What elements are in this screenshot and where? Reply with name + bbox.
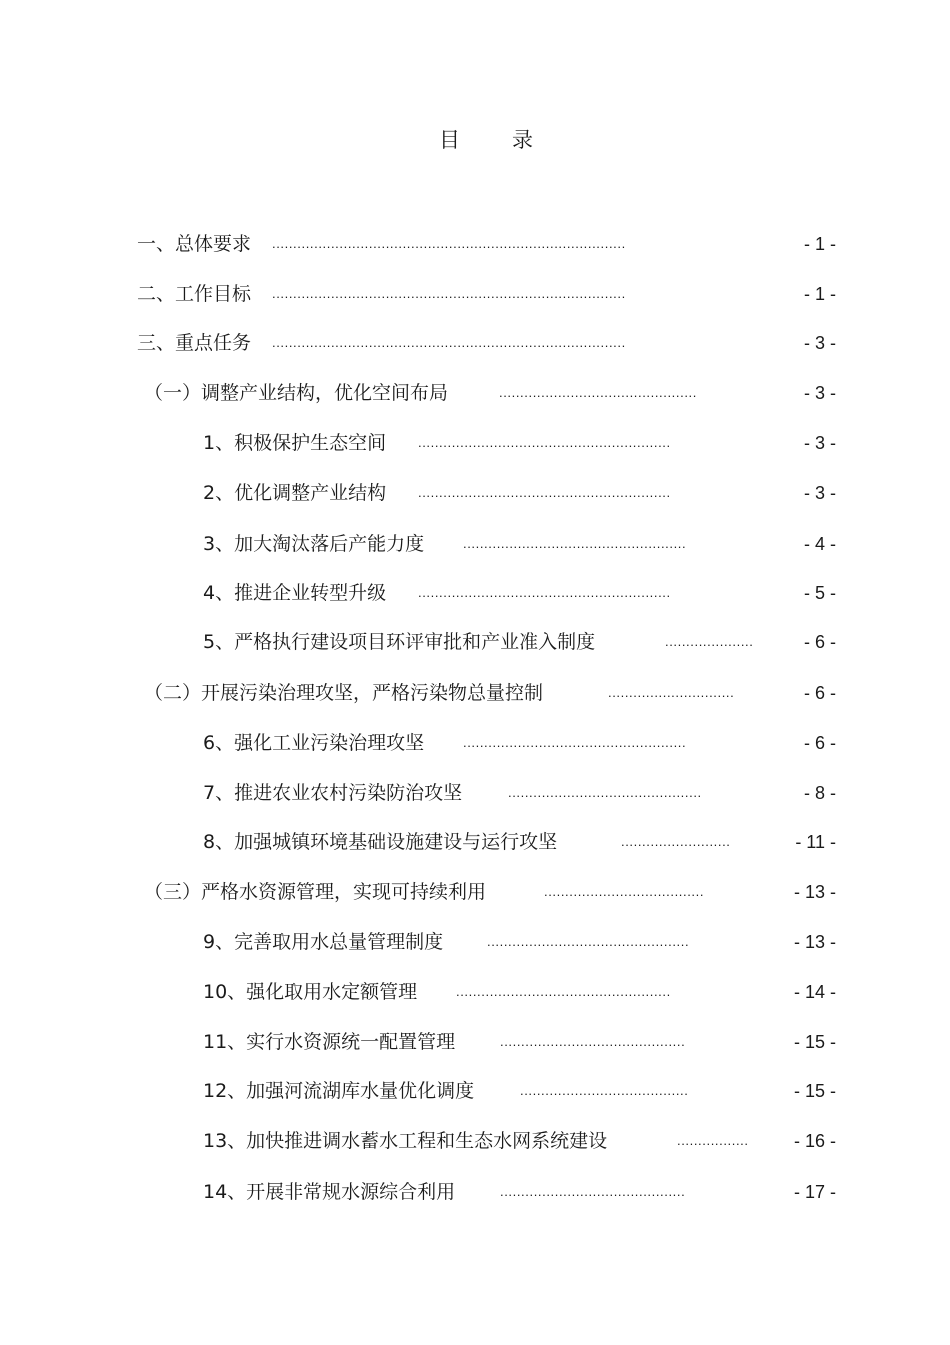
toc-entry-label: 9、完善取用水总量管理制度 [203,931,444,953]
toc-entry-leader: .............................................. [508,785,702,800]
toc-entry[interactable] [0,678,950,708]
toc-entry[interactable] [0,529,950,559]
toc-entry[interactable] [0,328,950,358]
toc-entry[interactable] [0,1076,950,1106]
toc-entry[interactable] [0,279,950,309]
toc-entry-leader: .................................................................................... [272,236,626,251]
toc-entry-label: 3、加大淘汰落后产能力度 [203,533,425,555]
toc-entry[interactable] [0,428,950,458]
toc-entry-page: - 3 - [803,383,836,403]
toc-entry-page: - 1 - [803,234,836,254]
toc-entry-label: 1、积极保护生态空间 [203,432,387,454]
toc-entry-leader: ..................................................... [463,536,687,551]
toc-entry-label: 一、总体要求 [137,233,252,255]
toc-entry[interactable] [0,778,950,808]
toc-entry[interactable] [0,1177,950,1207]
toc-entry-label: 12、加强河流湖库水量优化调度 [203,1080,475,1102]
toc-entry-leader: ............................................... [499,385,697,400]
toc-entry-leader: ............................................................ [418,485,671,500]
toc-entry-leader: ..................................................... [463,735,687,750]
toc-entry-page: - 6 - [803,683,836,703]
toc-entry-leader: ........................................ [520,1083,689,1098]
toc-entry-page: - 15 - [793,1032,836,1052]
toc-entry-leader: ............................................................ [418,585,671,600]
toc-entry-label: 2、优化调整产业结构 [203,482,387,504]
toc-entry-page: - 6 - [803,733,836,753]
toc-entry-leader: ................. [677,1133,749,1148]
toc-entry-page: - 6 - [803,632,836,652]
toc-entry-label: 5、严格执行建设项目环评审批和产业准入制度 [203,631,596,653]
toc-entry-label: （三）严格水资源管理，实现可持续利用 [144,881,487,903]
toc-entry-leader: ............................................ [500,1184,686,1199]
toc-entry[interactable] [0,1027,950,1057]
toc-entry[interactable] [0,478,950,508]
toc-entry-label: （二）开展污染治理攻坚，严格污染物总量控制 [144,682,544,704]
toc-entry-label: 10、强化取用水定额管理 [203,981,418,1003]
toc-entry-page: - 17 - [793,1182,836,1202]
toc-entry-label: 4、推进企业转型升级 [203,582,387,604]
toc-entry-page: - 4 - [803,534,836,554]
toc-entry-page: - 5 - [803,583,836,603]
toc-entry-page: - 13 - [793,882,836,902]
toc-entry-label: 6、强化工业污染治理攻坚 [203,732,425,754]
toc-entry-leader: ................................................ [487,934,690,949]
toc-entry[interactable] [0,578,950,608]
toc-entry[interactable] [0,627,950,657]
toc-entry-page: - 11 - [795,832,836,852]
toc-entry-page: - 1 - [803,284,836,304]
toc-entry-leader: .................................................................................... [272,335,626,350]
toc-entry[interactable] [0,229,950,259]
toc-entry-leader: ................................................... [456,984,671,999]
toc-entry[interactable] [0,378,950,408]
toc-entry[interactable] [0,1126,950,1156]
toc-entry-label: 三、重点任务 [137,332,252,354]
toc-entry-page: - 3 - [803,433,836,453]
toc-entry-leader: .............................. [608,685,735,700]
toc-entry-page: - 14 - [793,982,836,1002]
toc-entry-leader: ............................................ [500,1034,686,1049]
toc-entry-label: 8、加强城镇环境基础设施建设与运行攻坚 [203,831,558,853]
toc-entry-label: 11、实行水资源统一配置管理 [203,1031,456,1053]
toc-entry-page: - 8 - [803,783,836,803]
toc-entry-label: 二、工作目标 [137,283,252,305]
toc-entry-leader: ...................................... [544,884,705,899]
toc-entry[interactable] [0,977,950,1007]
toc-entry-label: （一）调整产业结构，优化空间布局 [144,382,449,404]
toc-entry-page: - 3 - [803,333,836,353]
toc-entry-page: - 3 - [803,483,836,503]
toc-entry-page: - 16 - [793,1131,836,1151]
toc-entry-label: 13、加快推进调水蓄水工程和生态水网系统建设 [203,1130,608,1152]
toc-entry[interactable] [0,877,950,907]
toc-entry-label: 14、开展非常规水源综合利用 [203,1181,456,1203]
toc-entry-label: 7、推进农业农村污染防治攻坚 [203,782,463,804]
toc-entry-leader: ..................... [665,634,754,649]
toc-entry[interactable] [0,728,950,758]
toc-entry-page: - 15 - [793,1081,836,1101]
toc-entry-leader: ............................................................ [418,435,671,450]
page-title: 目录 [439,128,585,152]
toc-entry-page: - 13 - [793,932,836,952]
toc-entry[interactable] [0,827,950,857]
toc-entry-leader: .................................................................................... [272,286,626,301]
toc-entry[interactable] [0,927,950,957]
toc-entry-leader: .......................... [621,834,731,849]
